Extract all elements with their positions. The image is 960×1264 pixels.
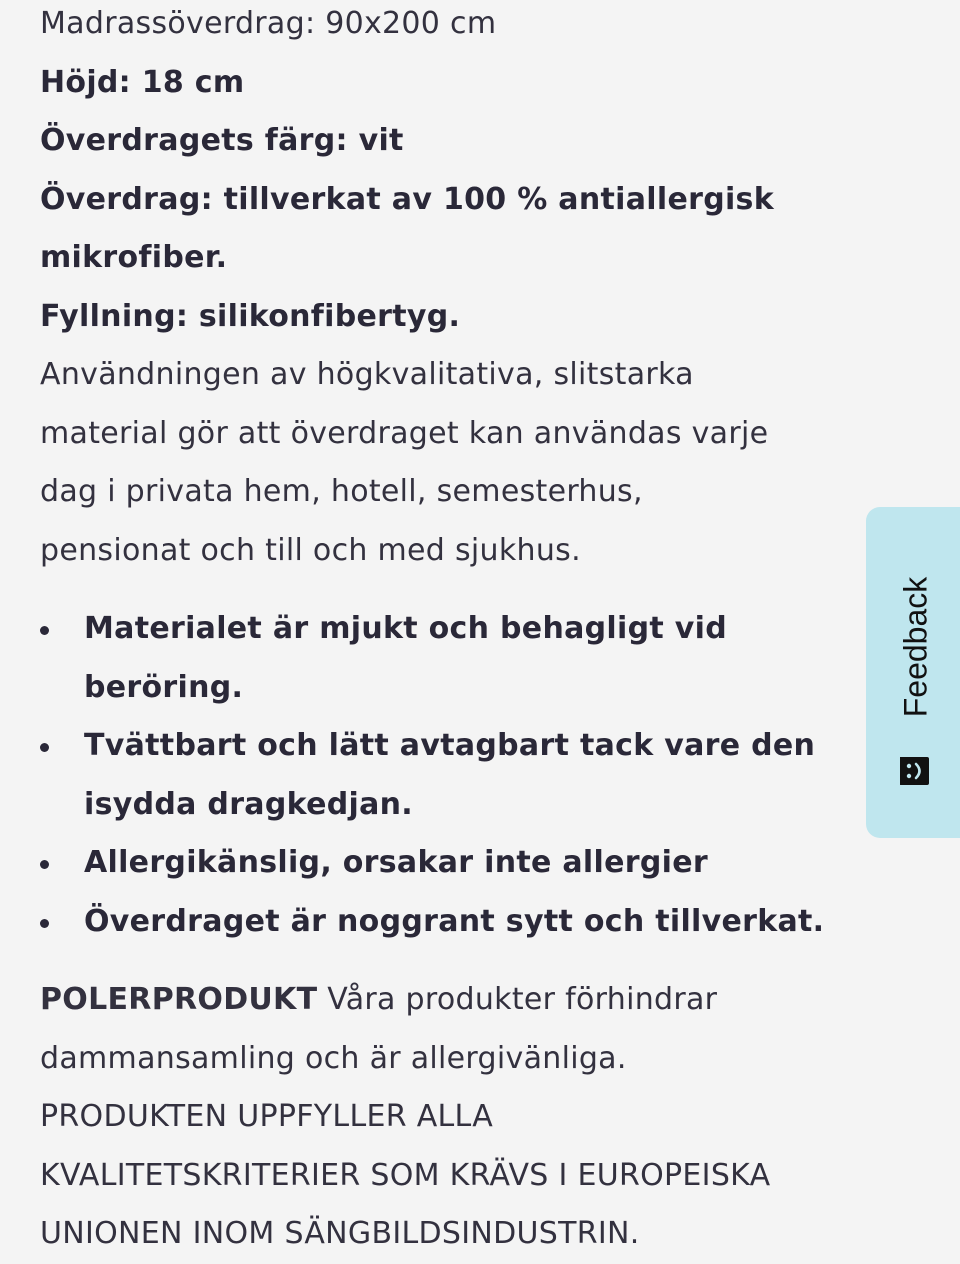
feedback-tab[interactable] [866,507,960,838]
list-item [40,600,940,717]
spec-filling: Fyllning: silikonfibertyg. [40,298,461,334]
list-item-text: Överdraget är noggrant sytt och tillverkat. [84,903,825,939]
bullet-icon [40,860,49,869]
description-line: pensionat och till och med sjukhus. [40,532,581,568]
smiley-chat-icon [900,754,930,788]
footer-line: UNIONEN INOM SÄNGBILDSINDUSTRIN. [40,1216,640,1251]
list-item-text: Materialet är mjukt och behagligt vid [84,611,727,646]
list-item [40,893,940,952]
bullet-icon [40,626,49,635]
list-item [40,717,940,834]
description-line: dag i privata hem, hotell, semesterhus, [40,474,643,509]
footer-line: PRODUKTEN UPPFYLLER ALLA [40,1099,494,1134]
footer-line: dammansamling och är allergivänliga. [40,1040,627,1076]
bullet-icon [40,919,49,928]
footer-line: KVALITETSKRITERIER SOM KRÄVS I EUROPEISKA [40,1157,771,1193]
footer-text: Våra produkter förhindrar [317,982,718,1017]
brand-name: POLERPRODUKT [40,982,318,1017]
spec-size: Madrassöverdrag: 90x200 cm [40,6,497,41]
description-line: material gör att överdraget kan användas varje [40,415,769,451]
list-item-text: Allergikänslig, orsakar inte allergier [84,845,708,880]
description-line: Användningen av högkvalitativa, slitstarka [40,357,694,392]
spec-cover: Överdrag: tillverkat av 100 % antiallergisk [40,181,774,217]
spec-cover-cont: mikrofiber. [40,240,228,275]
footer-line [40,971,940,1030]
product-description [40,0,940,1264]
list-item-text: beröring. [84,669,244,705]
bullet-icon [40,743,49,752]
list-item-text: isydda dragkedjan. [84,786,413,822]
spec-color: Överdragets färg: vit [40,123,404,158]
list-item [40,834,940,893]
feedback-label: Feedback [897,576,934,718]
feature-list [40,600,940,951]
spec-height: Höjd: 18 cm [40,64,245,100]
list-item-text: Tvättbart och lätt avtagbart tack vare den [84,728,816,763]
